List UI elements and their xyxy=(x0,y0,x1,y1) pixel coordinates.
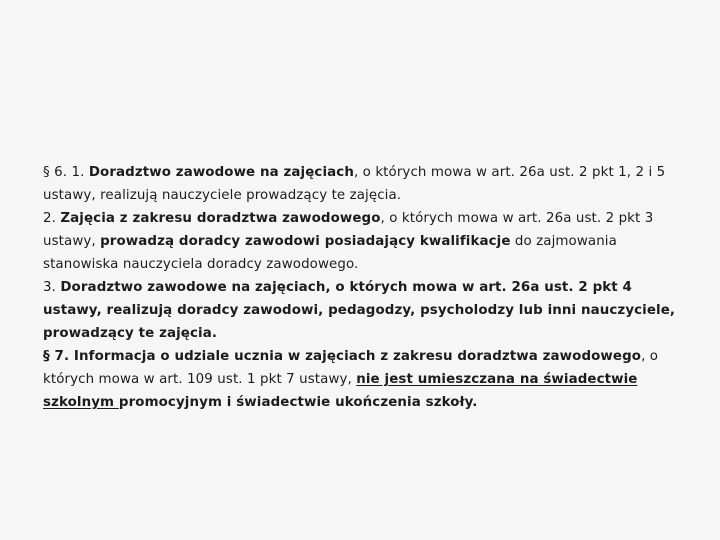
paragraph-6-3 xyxy=(43,276,691,345)
text-segment: do zajmowania stanowiska nauczyciela doradcy zawodowego. xyxy=(43,234,617,272)
regulation-text xyxy=(43,161,691,414)
text-segment-bold: Doradztwo zawodowe na zajęciach, o których mowa w art. 26a ust. 2 pkt 4 ustawy, realizują doradcy zawodowi, pedagodzy, psycholodzy xyxy=(43,280,632,318)
text-segment-bold: § 7. Informacja o udziale ucznia w zajęciach z zakresu doradztwa zawodowego xyxy=(43,349,642,364)
text-segment-bold: Doradztwo zawodowe na zajęciach xyxy=(88,165,354,180)
text-segment-bold: prowadzą doradcy zawodowi posiadający kwalifikacje xyxy=(100,234,511,249)
paragraph-6-1 xyxy=(43,161,691,207)
text-segment: 2. xyxy=(43,211,61,226)
paragraph-7 xyxy=(43,345,691,414)
text-segment: § 6. 1. xyxy=(43,165,89,180)
text-segment: , o których mowa w art. 26a ust. 2 pkt 3 ustawy, xyxy=(43,211,654,249)
paragraph-6-2 xyxy=(43,207,691,276)
text-segment-bold: Zajęcia z zakresu doradztwa zawodowego xyxy=(60,211,381,226)
text-segment: 3. xyxy=(43,280,61,295)
text-segment-underlined: nie jest umieszczana na świadectwie szkolnym xyxy=(43,372,638,410)
text-segment: , o których mowa w art. 109 ust. 1 pkt 7 ustawy, xyxy=(43,349,659,387)
text-segment: , o których mowa w art. 26a ust. 2 pkt 1, 2 i 5 ustawy, realizują nauczyciele prowadzący te zajęcia. xyxy=(43,165,666,203)
text-segment-bold: promocyjnym i świadectwie ukończenia szkoły. xyxy=(118,395,478,410)
text-segment-bold: lub inni nauczyciele, prowadzący te zajęcia. xyxy=(43,303,676,341)
